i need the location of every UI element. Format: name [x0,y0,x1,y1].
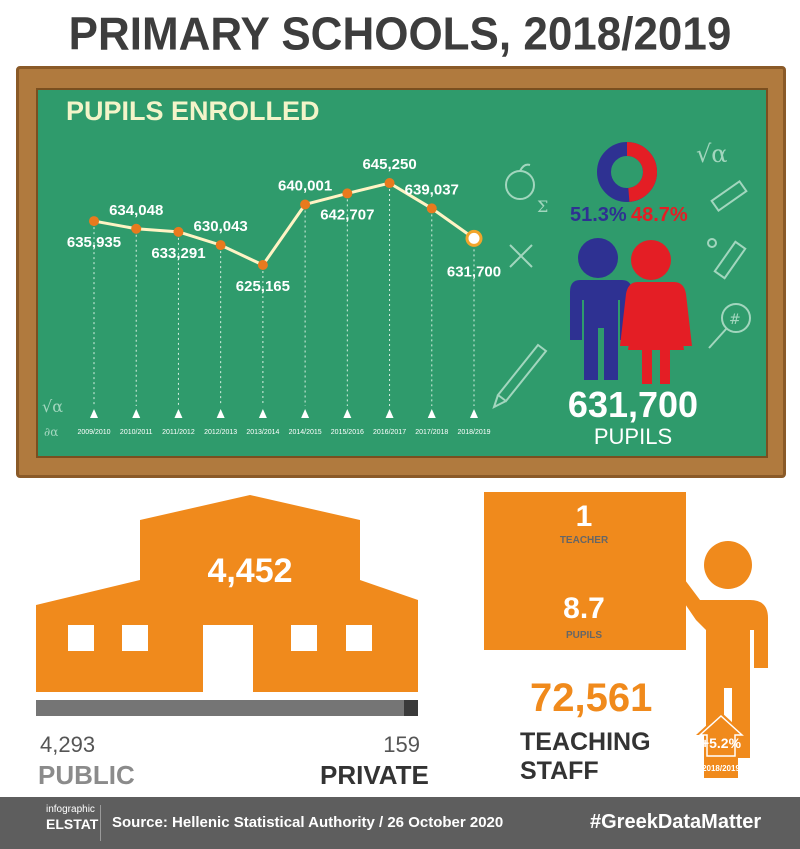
axis-tick [174,409,182,418]
svg-text:√α: √α [42,397,63,416]
x-tick-label: 2016/2017 [373,429,407,436]
private-count: 159 [383,732,420,757]
x-tick-label: 2017/2018 [415,429,449,436]
data-label: 631,700 [446,263,502,281]
source-text: Source: Hellenic Statistical Authority / 26 October 2020 [112,814,504,831]
data-point [467,231,481,245]
svg-text:√α: √α [696,140,728,168]
axis-tick [90,409,98,418]
x-tick-label: 2013/2014 [246,429,280,436]
pupils-per-teacher: 8.7 [563,592,605,625]
data-label: 633,291 [151,244,206,262]
svg-text:#: # [729,312,741,328]
girl-icon [620,240,692,384]
data-label: 625,165 [235,278,291,296]
axis-tick [301,409,309,418]
public-label: PUBLIC [38,760,135,790]
boy-icon [570,238,632,380]
x-tick-label: 2010/2011 [119,429,153,436]
data-label: 639,037 [404,181,459,199]
teacher-label: TEACHER [559,535,609,546]
axis-tick [428,409,436,418]
data-label: 634,048 [109,201,164,219]
svg-text:∂α: ∂α [44,425,59,439]
data-point [342,188,352,198]
data-point [300,199,310,209]
x-tick-label: 2014/2015 [288,429,322,436]
teaching-staff-count: 72,561 [530,676,653,720]
hashtag: #GreekDataMatter [590,811,762,833]
data-point [216,240,226,250]
data-point [427,203,437,213]
data-point [131,224,141,234]
teaching-staff-label: TEACHING STAFF [520,728,651,785]
girls-percentage: 48.7% [631,204,688,226]
logo-text-bottom: ELSTAT [46,816,99,832]
chart-layer [67,156,501,436]
axis-tick [386,409,394,418]
svg-text:Σ: Σ [537,197,549,216]
data-point [89,216,99,226]
x-tick-label: 2015/2016 [330,429,364,436]
axis-tick [132,409,140,418]
public-count: 4,293 [40,732,96,757]
donut-girls-slice [627,149,650,195]
total-pupils-label: PUPILS [593,424,673,449]
data-label: 640,001 [277,177,333,195]
staff-growth-year: 2018/2019 [702,764,740,773]
axis-tick [470,409,478,418]
axis-tick [259,409,267,418]
page-title: PRIMARY SCHOOLS, 2018/2019 [68,8,732,61]
gender-donut [604,149,650,195]
x-tick-label: 2011/2012 [162,429,195,436]
pupils-per-teacher-label: PUPILS [565,630,603,641]
boys-percentage: 51.3% [570,204,627,226]
axis-tick [343,409,351,418]
axis-tick [217,409,225,418]
private-label: PRIVATE [320,760,429,790]
private-share-bar [404,700,418,716]
data-label: 645,250 [362,156,417,174]
school-building-icon [36,495,418,692]
logo-text-top: infographic [46,804,95,815]
x-tick-label: 2009/2010 [77,429,111,436]
staff-growth-value: +5.2% [700,735,742,751]
x-tick-label: 2012/2013 [204,429,238,436]
x-tick-label: 2018/2019 [457,429,491,436]
data-point [173,227,183,237]
chart-title: PUPILS ENROLLED [66,96,320,126]
data-label: 642,707 [320,206,375,224]
data-point [258,260,268,270]
total-pupils-value: 631,700 [567,384,699,425]
data-label: 635,935 [66,234,122,252]
data-point [385,178,395,188]
teacher-count: 1 [575,500,593,533]
footer-divider [100,805,101,841]
schools-total: 4,452 [207,552,293,590]
data-label: 630,043 [193,218,248,236]
schools-share-bar [36,700,418,716]
